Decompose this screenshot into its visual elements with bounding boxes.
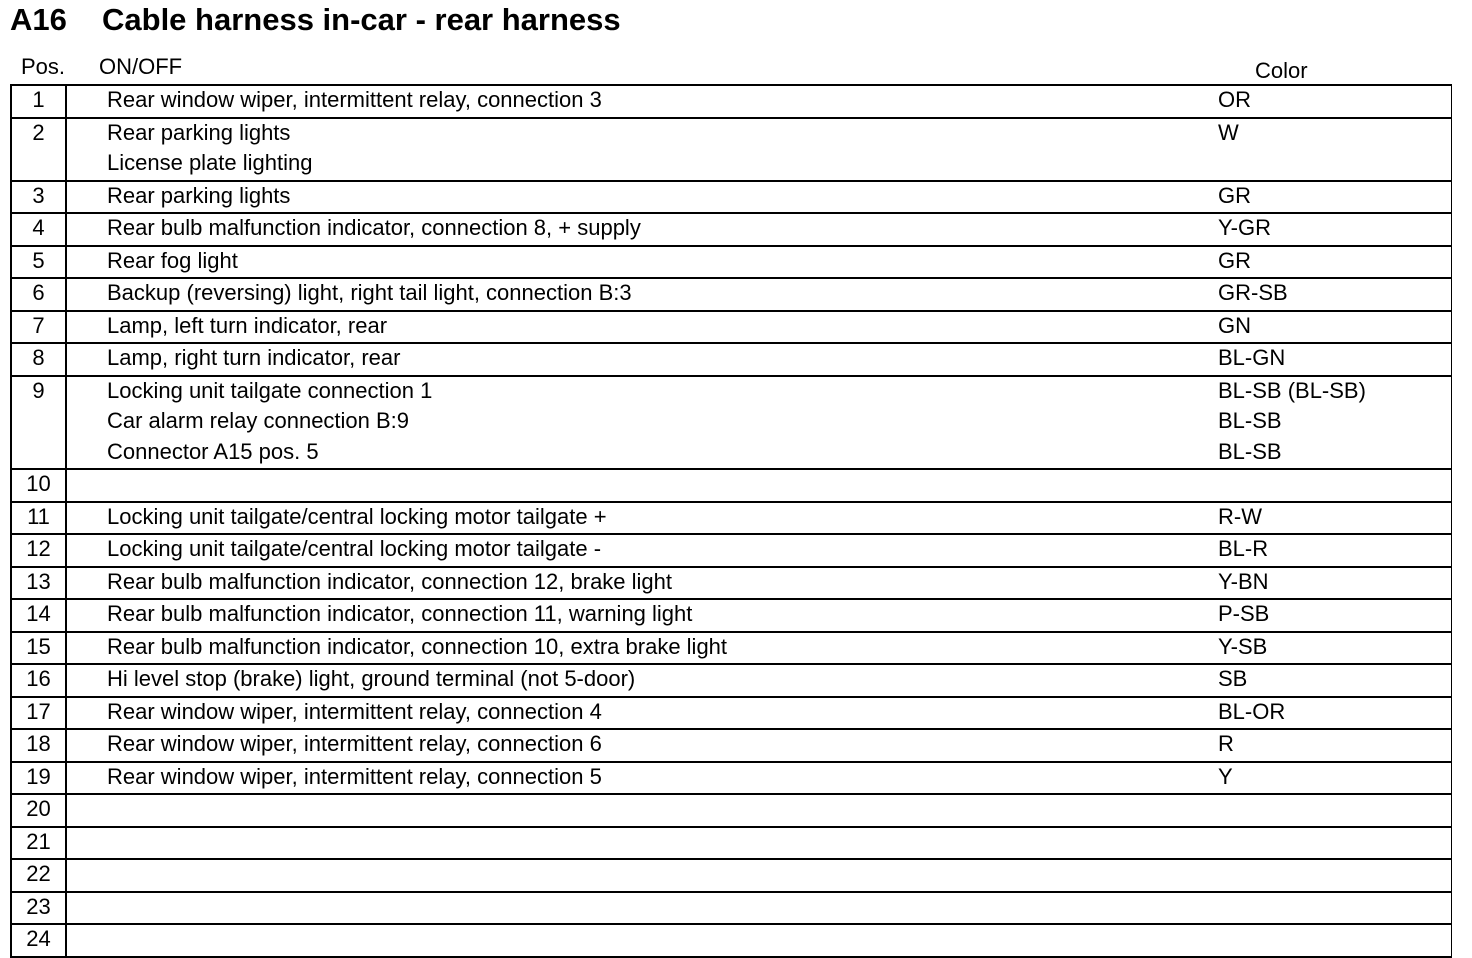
table-row — [12, 728, 1451, 761]
table-row — [12, 180, 1451, 213]
function-cell: Connector A15 pos. 5 — [107, 438, 319, 464]
table-row — [12, 826, 1451, 859]
header-pos: Pos. — [21, 54, 66, 79]
color-cell: Y — [1218, 763, 1233, 789]
function-cell: Locking unit tailgate/central locking motor tailgate - — [107, 536, 602, 561]
pos-cell: 5 — [12, 247, 67, 278]
row-line — [67, 600, 1451, 631]
color-cell: BL-SB — [1218, 408, 1282, 433]
function-cell: Backup (reversing) light, right tail light, connection B:3 — [107, 280, 632, 305]
page-title — [10, 2, 621, 38]
pos-cell: 11 — [12, 503, 67, 534]
function-cell — [67, 925, 1215, 956]
table-row — [12, 501, 1451, 534]
row-line — [67, 247, 1451, 278]
table-row — [12, 342, 1451, 375]
function-cell — [67, 860, 1215, 891]
function-cell: License plate lighting — [107, 150, 313, 175]
table-row — [12, 696, 1451, 729]
table-row — [12, 793, 1451, 826]
table-row — [12, 858, 1451, 891]
function-cell — [67, 470, 1215, 501]
pos-cell: 2 — [12, 119, 67, 180]
pos-cell: 21 — [12, 828, 67, 859]
function-cell: Rear window wiper, intermittent relay, connection 3 — [107, 87, 602, 112]
row-line — [67, 763, 1451, 794]
row-line — [67, 535, 1451, 566]
function-cell: Rear bulb malfunction indicator, connection 10, extra brake light — [107, 633, 728, 659]
color-cell: GR-SB — [1218, 280, 1288, 305]
function-cell: Rear parking lights — [107, 119, 291, 145]
color-cell: Y-SB — [1218, 633, 1268, 659]
pos-cell: 6 — [12, 279, 67, 310]
color-cell: BL-GN — [1218, 345, 1286, 370]
color-cell: R — [1218, 731, 1234, 756]
row-lines — [67, 893, 1451, 924]
color-cell: BL-SB — [1218, 438, 1282, 464]
table-row — [12, 663, 1451, 696]
row-line — [67, 149, 1451, 180]
row-line — [67, 377, 1451, 408]
pos-cell: 15 — [12, 633, 67, 664]
header-function: ON/OFF — [99, 54, 183, 79]
row-lines — [67, 828, 1451, 859]
row-line — [67, 470, 1451, 501]
row-lines — [67, 279, 1451, 310]
row-line — [67, 503, 1451, 534]
pos-cell: 9 — [12, 377, 67, 469]
row-lines — [67, 763, 1451, 794]
table-row — [12, 566, 1451, 599]
pos-cell: 14 — [12, 600, 67, 631]
pos-cell: 3 — [12, 182, 67, 213]
pos-cell: 10 — [12, 470, 67, 501]
row-line — [67, 665, 1451, 696]
row-lines — [67, 568, 1451, 599]
color-cell — [1215, 893, 1218, 924]
row-lines — [67, 535, 1451, 566]
row-line — [67, 407, 1451, 438]
row-line — [67, 279, 1451, 310]
color-cell: BL-SB (BL-SB) — [1218, 377, 1366, 403]
pos-cell: 8 — [12, 344, 67, 375]
function-cell — [67, 795, 1215, 826]
header-color: Color — [1255, 58, 1308, 83]
pos-cell: 22 — [12, 860, 67, 891]
row-line — [67, 730, 1451, 761]
row-line — [67, 86, 1451, 117]
row-line — [67, 344, 1451, 375]
row-lines — [67, 86, 1451, 117]
color-cell: Y-BN — [1218, 568, 1269, 594]
pos-cell: 1 — [12, 86, 67, 117]
table-row — [12, 891, 1451, 924]
function-cell: Car alarm relay connection B:9 — [107, 408, 410, 433]
row-line — [67, 568, 1451, 599]
row-line — [67, 698, 1451, 729]
row-line — [67, 214, 1451, 245]
function-cell: Rear bulb malfunction indicator, connection 12, brake light — [107, 568, 673, 594]
table-row — [12, 533, 1451, 566]
row-line — [67, 795, 1451, 826]
pos-cell: 7 — [12, 312, 67, 343]
function-cell: Lamp, left turn indicator, rear — [107, 312, 388, 338]
color-cell — [1215, 860, 1218, 891]
table-row — [12, 277, 1451, 310]
function-cell: Rear bulb malfunction indicator, connection 11, warning light — [107, 601, 693, 626]
harness-code: A16 — [10, 2, 67, 37]
color-cell — [1215, 828, 1218, 859]
function-cell: Lamp, right turn indicator, rear — [107, 345, 401, 370]
color-cell: OR — [1218, 87, 1251, 112]
pos-cell: 19 — [12, 763, 67, 794]
function-cell — [67, 893, 1215, 924]
row-lines — [67, 795, 1451, 826]
pos-cell: 17 — [12, 698, 67, 729]
pos-cell: 16 — [12, 665, 67, 696]
row-line — [67, 312, 1451, 343]
row-lines — [67, 503, 1451, 534]
function-cell — [67, 828, 1215, 859]
function-cell: Locking unit tailgate/central locking motor tailgate + — [107, 503, 607, 529]
row-line — [67, 893, 1451, 924]
function-cell: Rear fog light — [107, 247, 238, 273]
pos-cell: 20 — [12, 795, 67, 826]
color-cell: GR — [1218, 247, 1251, 273]
row-lines — [67, 182, 1451, 213]
function-cell: Rear parking lights — [107, 182, 291, 208]
color-cell: W — [1218, 119, 1239, 145]
pos-cell: 12 — [12, 535, 67, 566]
row-line — [67, 633, 1451, 664]
pos-cell: 23 — [12, 893, 67, 924]
row-lines — [67, 470, 1451, 501]
color-cell: GN — [1218, 312, 1251, 338]
pos-cell: 18 — [12, 730, 67, 761]
row-lines — [67, 214, 1451, 245]
table-row — [12, 245, 1451, 278]
row-line — [67, 119, 1451, 150]
row-lines — [67, 665, 1451, 696]
color-cell — [1215, 795, 1218, 826]
table-row — [12, 375, 1451, 469]
function-cell: Hi level stop (brake) light, ground terminal (not 5-door) — [107, 666, 636, 691]
function-cell: Rear bulb malfunction indicator, connection 8, + supply — [107, 215, 641, 240]
row-line — [67, 828, 1451, 859]
table-row — [12, 631, 1451, 664]
row-lines — [67, 925, 1451, 956]
color-cell: SB — [1218, 666, 1248, 691]
row-lines — [67, 247, 1451, 278]
function-cell: Rear window wiper, intermittent relay, connection 5 — [107, 763, 602, 789]
pos-cell: 4 — [12, 214, 67, 245]
pos-cell: 24 — [12, 925, 67, 956]
color-cell: R-W — [1218, 503, 1262, 529]
pos-cell: 13 — [12, 568, 67, 599]
table-row — [12, 761, 1451, 794]
table-row — [12, 468, 1451, 501]
row-line — [67, 860, 1451, 891]
color-cell: BL-R — [1218, 536, 1269, 561]
function-cell: Rear window wiper, intermittent relay, connection 4 — [107, 698, 602, 724]
color-cell — [1215, 925, 1218, 956]
table-row — [12, 212, 1451, 245]
function-cell: Locking unit tailgate connection 1 — [107, 377, 433, 403]
row-lines — [67, 698, 1451, 729]
table-row — [12, 598, 1451, 631]
color-cell: GR — [1218, 182, 1251, 208]
harness-title: Cable harness in-car - rear harness — [102, 2, 621, 37]
row-lines — [67, 730, 1451, 761]
table-row — [12, 86, 1451, 117]
row-lines — [67, 344, 1451, 375]
color-cell — [1215, 149, 1218, 180]
harness-table — [10, 84, 1452, 958]
row-lines — [67, 860, 1451, 891]
color-cell — [1215, 470, 1218, 501]
color-cell: Y-GR — [1218, 215, 1271, 240]
table-row — [12, 310, 1451, 343]
row-line — [67, 182, 1451, 213]
row-lines — [67, 312, 1451, 343]
row-lines — [67, 377, 1451, 469]
row-line — [67, 438, 1451, 469]
row-line — [67, 925, 1451, 956]
row-lines — [67, 633, 1451, 664]
row-lines — [67, 600, 1451, 631]
color-cell: BL-OR — [1218, 698, 1286, 724]
function-cell: Rear window wiper, intermittent relay, connection 6 — [107, 731, 602, 756]
table-row — [12, 117, 1451, 180]
row-lines — [67, 119, 1451, 180]
color-cell: P-SB — [1218, 601, 1270, 626]
